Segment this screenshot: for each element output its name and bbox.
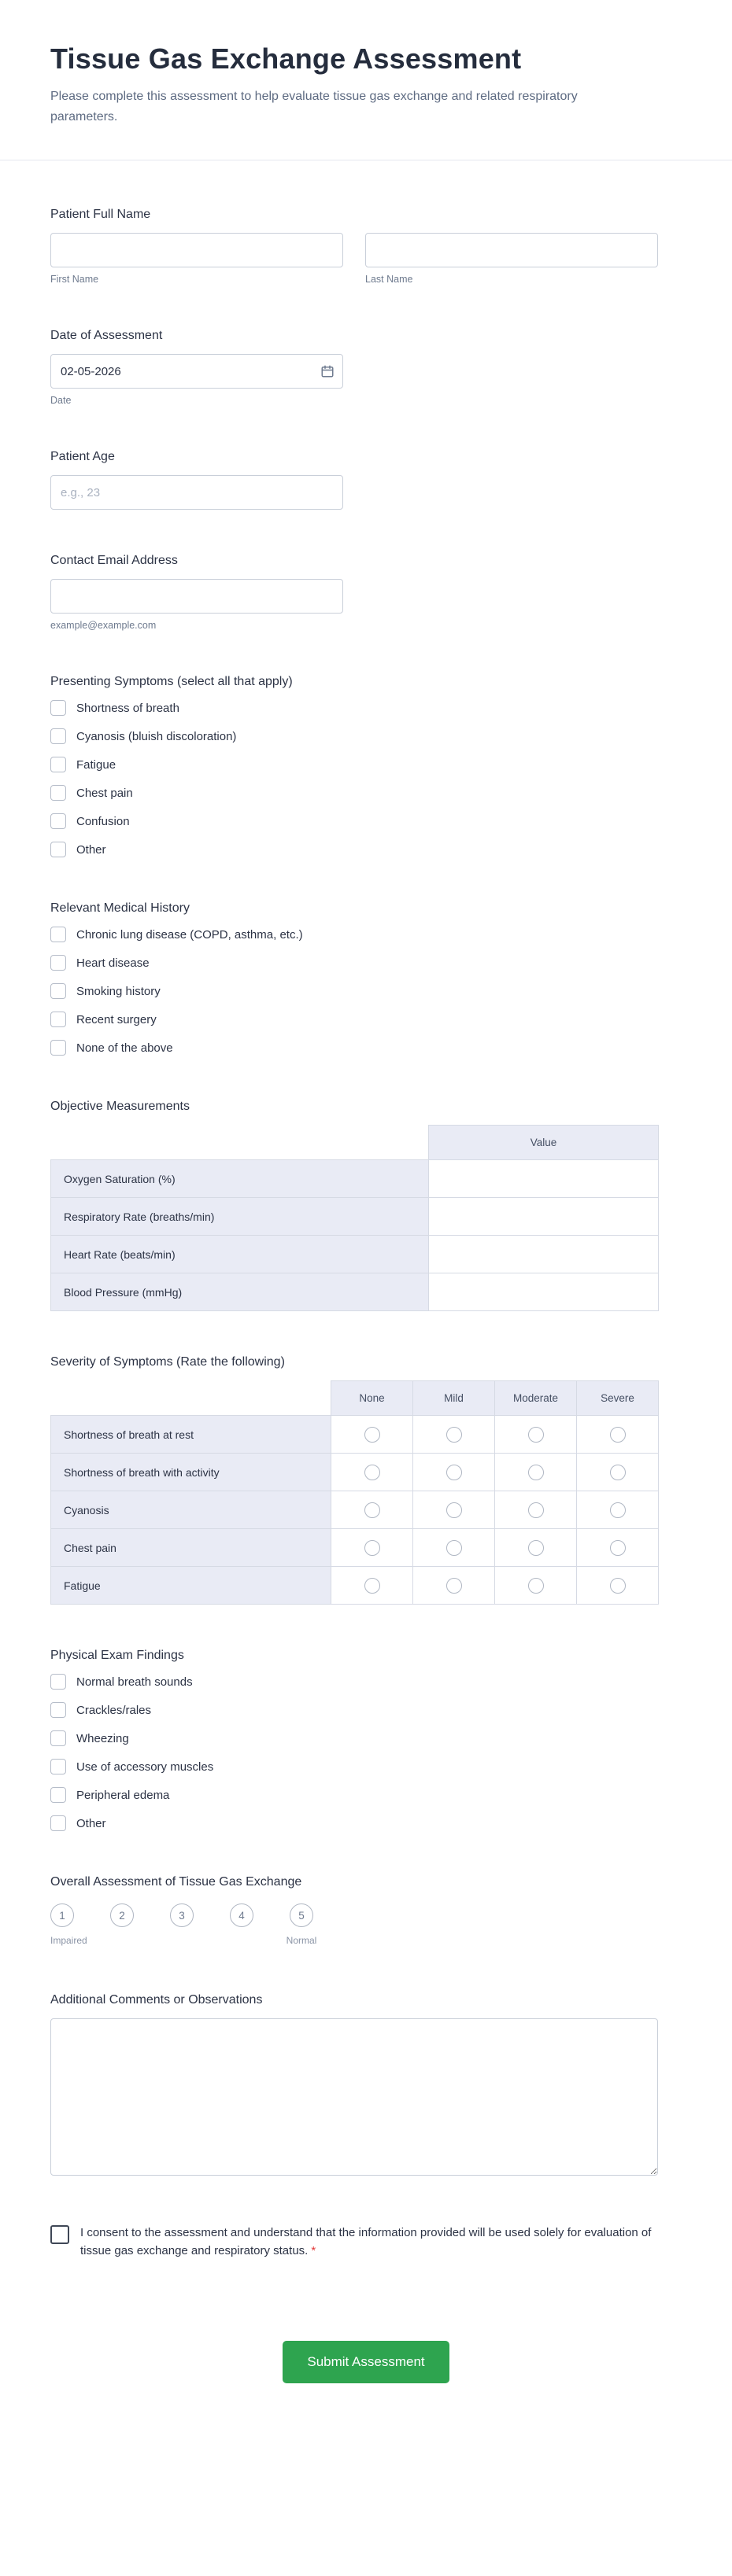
severity-row-label: Cyanosis [51, 1491, 331, 1529]
question-objective-measurements [50, 1100, 682, 1311]
first-name-input[interactable] [50, 233, 343, 267]
option-label: Other [76, 1816, 106, 1830]
exam-option[interactable] [50, 1815, 682, 1831]
radio-icon[interactable] [528, 1578, 544, 1594]
option-label: Chronic lung disease (COPD, asthma, etc.) [76, 927, 303, 942]
exam-option[interactable] [50, 1702, 682, 1718]
severity-radio[interactable] [413, 1567, 495, 1605]
measurement-row-label: Oxygen Saturation (%) [51, 1160, 429, 1198]
checkbox-icon[interactable] [50, 757, 66, 772]
calendar-icon[interactable] [320, 364, 335, 378]
option-label: Shortness of breath [76, 701, 179, 715]
radio-icon[interactable] [364, 1427, 380, 1443]
comments-label: Additional Comments or Observations [50, 1993, 263, 2007]
checkbox-icon[interactable] [50, 1012, 66, 1027]
patient-age-label: Patient Age [50, 450, 115, 464]
page-subtitle: Please complete this assessment to help evaluate tissue gas exchange and related respiratory parameters. [50, 90, 578, 123]
measurement-row-label: Blood Pressure (mmHg) [51, 1273, 429, 1311]
date-input[interactable] [50, 354, 343, 389]
history-option[interactable] [50, 983, 682, 999]
option-label: Recent surgery [76, 1012, 157, 1026]
scale-option-1[interactable]: 1 [50, 1903, 74, 1927]
severity-radio[interactable] [495, 1491, 577, 1529]
symptom-option[interactable] [50, 813, 682, 829]
symptom-option[interactable] [50, 700, 682, 716]
submit-area [50, 2341, 682, 2533]
radio-icon[interactable] [364, 1540, 380, 1556]
consent-checkbox[interactable] [50, 2225, 69, 2244]
contact-email-label: Contact Email Address [50, 554, 178, 568]
table-row [51, 1273, 659, 1311]
measurement-value-input[interactable] [429, 1160, 659, 1198]
email-sublabel: example@example.com [50, 620, 157, 632]
measurement-row-label: Respiratory Rate (breaths/min) [51, 1198, 429, 1236]
medical-history-label: Relevant Medical History [50, 901, 190, 916]
radio-icon[interactable] [446, 1540, 462, 1556]
symptom-option[interactable] [50, 728, 682, 744]
objective-measurements-label: Objective Measurements [50, 1100, 190, 1114]
severity-row-label: Fatigue [51, 1567, 331, 1605]
severity-row-label: Shortness of breath with activity [51, 1454, 331, 1491]
table-row [51, 1160, 659, 1198]
scale-option-3[interactable]: 3 [170, 1903, 194, 1927]
question-overall-assessment [50, 1875, 682, 1949]
severity-row-label: Chest pain [51, 1529, 331, 1567]
radio-icon[interactable] [446, 1578, 462, 1594]
option-label: Crackles/rales [76, 1703, 152, 1717]
first-name-sublabel: First Name [50, 274, 99, 286]
severity-radio[interactable] [577, 1567, 659, 1605]
table-row [51, 1529, 659, 1567]
table-row [51, 1491, 659, 1529]
submit-button[interactable]: Submit Assessment [283, 2341, 449, 2383]
form-body [0, 160, 732, 2533]
history-option[interactable] [50, 1040, 682, 1056]
scale-min-label: Impaired [50, 1935, 87, 1947]
question-physical-exam [50, 1649, 682, 1831]
radio-icon[interactable] [364, 1578, 380, 1594]
radio-icon[interactable] [528, 1465, 544, 1480]
severity-radio[interactable] [495, 1416, 577, 1454]
option-label: Smoking history [76, 984, 161, 998]
checkbox-icon[interactable] [50, 1815, 66, 1831]
blank-cell [51, 1381, 331, 1416]
last-name-sublabel: Last Name [365, 274, 413, 286]
symptom-option[interactable] [50, 842, 682, 857]
severity-radio[interactable] [577, 1529, 659, 1567]
severity-radio[interactable] [577, 1491, 659, 1529]
history-option[interactable] [50, 1012, 682, 1027]
checkbox-icon[interactable] [50, 1702, 66, 1718]
option-label: Normal breath sounds [76, 1675, 193, 1689]
presenting-symptoms-label: Presenting Symptoms (select all that apply) [50, 675, 293, 689]
radio-icon[interactable] [446, 1465, 462, 1480]
radio-icon[interactable] [364, 1502, 380, 1518]
checkbox-icon[interactable] [50, 1674, 66, 1690]
checkbox-icon[interactable] [50, 728, 66, 744]
history-option[interactable] [50, 955, 682, 971]
severity-column-header: Moderate [495, 1381, 577, 1416]
consent-text: I consent to the assessment and understand that the information provided will be used solely for evaluation of tissue gas exchange and respiratory status. * [80, 2226, 652, 2258]
date-sublabel: Date [50, 395, 72, 407]
blank-cell [51, 1126, 429, 1160]
exam-option[interactable] [50, 1730, 682, 1746]
checkbox-icon[interactable] [50, 1040, 66, 1056]
severity-radio[interactable] [413, 1454, 495, 1491]
radio-icon[interactable] [364, 1465, 380, 1480]
option-label: Confusion [76, 814, 130, 828]
scale-rating [50, 1903, 682, 1927]
email-input[interactable] [50, 579, 343, 614]
checkbox-icon[interactable] [50, 983, 66, 999]
severity-row-label: Shortness of breath at rest [51, 1416, 331, 1454]
scale-max-label: Normal [286, 1935, 317, 1947]
severity-radio[interactable] [331, 1416, 413, 1454]
table-row [51, 1567, 659, 1605]
required-asterisk: * [311, 2244, 316, 2258]
history-option[interactable] [50, 927, 682, 942]
measurement-value-input[interactable] [429, 1198, 659, 1236]
table-row [51, 1236, 659, 1273]
measurements-table [50, 1125, 659, 1311]
option-label: None of the above [76, 1041, 173, 1055]
question-comments [50, 1993, 682, 2180]
severity-table [50, 1380, 659, 1605]
checkbox-icon[interactable] [50, 1759, 66, 1774]
physical-exam-label: Physical Exam Findings [50, 1649, 184, 1663]
severity-radio[interactable] [495, 1454, 577, 1491]
table-row [51, 1454, 659, 1491]
option-label: Heart disease [76, 956, 150, 970]
assessment-date-label: Date of Assessment [50, 329, 163, 343]
page-title: Tissue Gas Exchange Assessment [50, 42, 522, 75]
radio-icon[interactable] [528, 1540, 544, 1556]
checkbox-icon[interactable] [50, 842, 66, 857]
radio-icon[interactable] [610, 1465, 626, 1480]
radio-icon[interactable] [528, 1427, 544, 1443]
severity-column-header: Mild [413, 1381, 495, 1416]
radio-icon[interactable] [610, 1502, 626, 1518]
symptom-option[interactable] [50, 785, 682, 801]
question-presenting-symptoms [50, 675, 682, 857]
age-input[interactable] [50, 475, 343, 510]
severity-radio[interactable] [413, 1491, 495, 1529]
radio-icon[interactable] [610, 1578, 626, 1594]
patient-name-label: Patient Full Name [50, 208, 151, 222]
question-assessment-date [50, 329, 682, 406]
exam-option[interactable] [50, 1787, 682, 1803]
option-label: Other [76, 842, 106, 857]
table-row [51, 1416, 659, 1454]
consent-checkbox-row[interactable] [50, 2224, 682, 2261]
severity-radio[interactable] [413, 1416, 495, 1454]
severity-label: Severity of Symptoms (Rate the following) [50, 1355, 285, 1369]
option-label: Chest pain [76, 786, 133, 800]
checkbox-icon[interactable] [50, 1787, 66, 1803]
checkbox-icon[interactable] [50, 927, 66, 942]
radio-icon[interactable] [610, 1540, 626, 1556]
checkbox-icon[interactable] [50, 700, 66, 716]
checkbox-icon[interactable] [50, 785, 66, 801]
overall-assessment-label: Overall Assessment of Tissue Gas Exchange [50, 1875, 302, 1889]
severity-radio[interactable] [495, 1529, 577, 1567]
severity-radio[interactable] [331, 1567, 413, 1605]
severity-radio[interactable] [577, 1454, 659, 1491]
severity-radio[interactable] [577, 1416, 659, 1454]
measurements-column-header: Value [429, 1126, 659, 1160]
option-label: Peripheral edema [76, 1788, 170, 1802]
option-label: Cyanosis (bluish discoloration) [76, 729, 237, 743]
scale-option-2[interactable]: 2 [110, 1903, 134, 1927]
question-contact-email [50, 554, 682, 631]
radio-icon[interactable] [528, 1502, 544, 1518]
measurement-row-label: Heart Rate (beats/min) [51, 1236, 429, 1273]
symptom-option[interactable] [50, 757, 682, 772]
measurement-value-input[interactable] [429, 1273, 659, 1311]
question-medical-history [50, 901, 682, 1056]
option-label: Wheezing [76, 1731, 129, 1745]
severity-radio[interactable] [331, 1454, 413, 1491]
question-patient-age [50, 450, 682, 510]
severity-radio[interactable] [413, 1529, 495, 1567]
severity-column-header: None [331, 1381, 413, 1416]
option-label: Fatigue [76, 757, 116, 772]
checkbox-icon[interactable] [50, 813, 66, 829]
exam-option[interactable] [50, 1759, 682, 1774]
scale-option-4[interactable]: 4 [230, 1903, 253, 1927]
form-header [0, 0, 732, 160]
radio-icon[interactable] [446, 1427, 462, 1443]
table-row [51, 1198, 659, 1236]
severity-radio[interactable] [495, 1567, 577, 1605]
radio-icon[interactable] [610, 1427, 626, 1443]
option-label: Use of accessory muscles [76, 1760, 214, 1774]
checkbox-icon[interactable] [50, 955, 66, 971]
severity-column-header: Severe [577, 1381, 659, 1416]
severity-radio[interactable] [331, 1529, 413, 1567]
radio-icon[interactable] [446, 1502, 462, 1518]
question-severity-matrix [50, 1355, 682, 1605]
last-name-input[interactable] [365, 233, 658, 267]
checkbox-icon[interactable] [50, 1730, 66, 1746]
measurement-value-input[interactable] [429, 1236, 659, 1273]
comments-textarea[interactable] [50, 2018, 658, 2176]
severity-radio[interactable] [331, 1491, 413, 1529]
scale-option-5[interactable]: 5 [290, 1903, 313, 1927]
question-patient-name [50, 208, 682, 285]
exam-option[interactable] [50, 1674, 682, 1690]
